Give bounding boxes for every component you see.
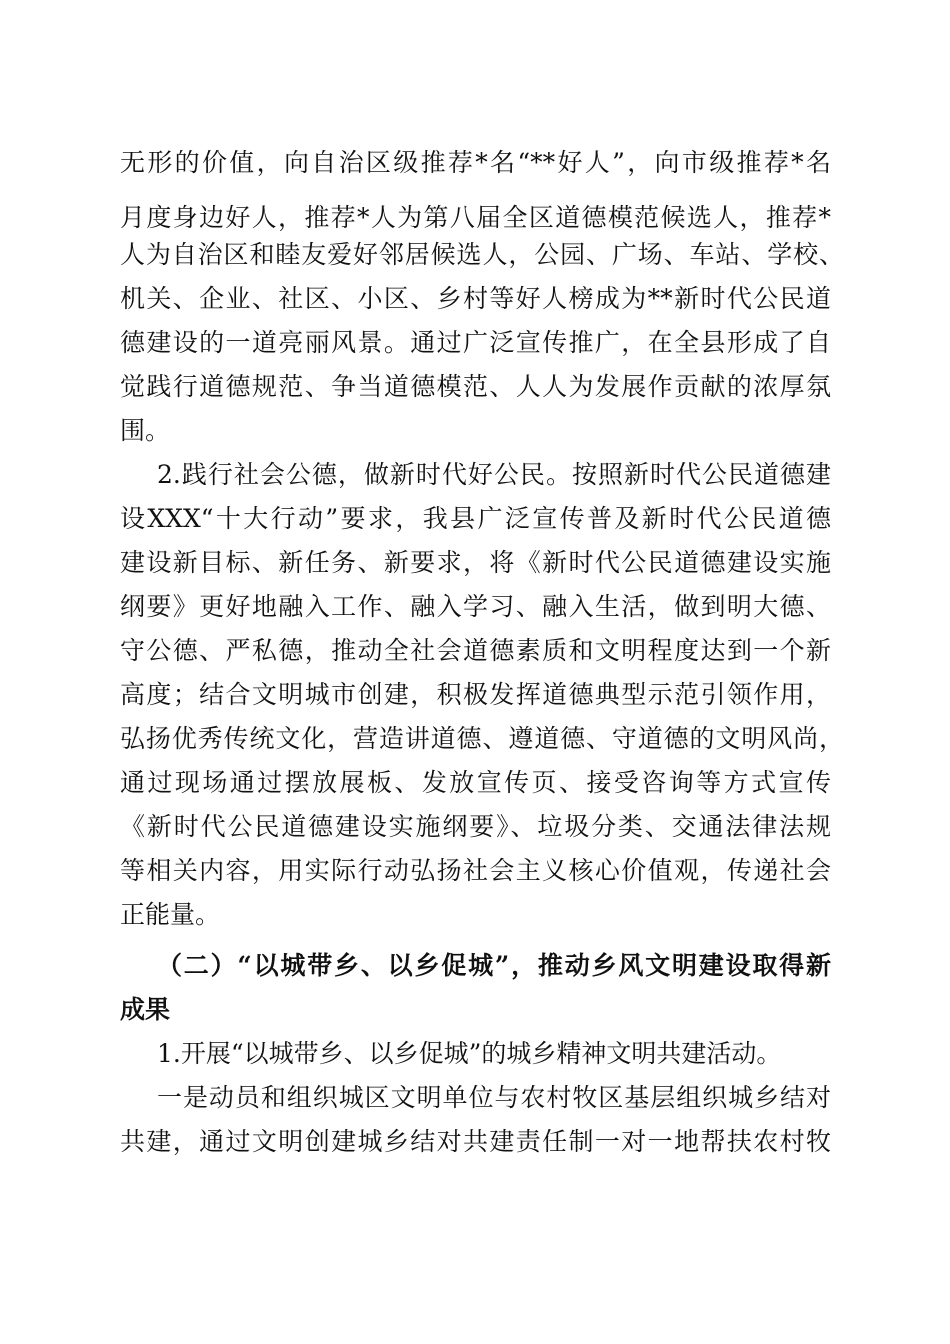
section-heading: （二）“以城带乡、以乡促城”，推动乡风文明建设取得新 [157,951,831,980]
paragraph-line: 守公德、严私德，推动全社会道德素质和文明程度达到一个新 [120,636,831,665]
paragraph-line: 月度身边好人，推荐*人为第八届全区道德模范候选人，推荐* [120,203,831,232]
paragraph-line: 设XXX“十大行动”要求，我县广泛宣传普及新时代公民道德 [120,504,831,533]
paragraph-line: 《新时代公民道德建设实施纲要》、垃圾分类、交通法律法规 [120,812,831,841]
paragraph-line: 弘扬优秀传统文化，营造讲道德、遵道德、守道德的文明风尚， [120,724,844,753]
paragraph-line: 1.开展“以城带乡、以乡促城”的城乡精神文明共建活动。 [157,1039,782,1068]
paragraph-line: 机关、企业、社区、小区、乡村等好人榜成为**新时代公民道 [120,284,831,313]
paragraph-line: 纲要》更好地融入工作、融入学习、融入生活，做到明大德、 [120,592,831,621]
paragraph-line: 建设新目标、新任务、新要求，将《新时代公民道德建设实施 [120,548,831,577]
paragraph-line: 无形的价值，向自治区级推荐*名“**好人”，向市级推荐*名 [120,148,831,177]
paragraph-line: 共建，通过文明创建城乡结对共建责任制一对一地帮扶农村牧 [120,1127,831,1156]
paragraph-line: 德建设的一道亮丽风景。通过广泛宣传推广，在全县形成了自 [120,328,831,357]
paragraph-line: 围。 [120,416,171,445]
paragraph-line: 高度；结合文明城市创建，积极发挥道德典型示范引领作用， [120,680,831,709]
paragraph-line: 正能量。 [120,900,221,929]
paragraph-line: 人为自治区和睦友爱好邻居候选人，公园、广场、车站、学校、 [120,240,844,269]
paragraph-line: 2.践行社会公德，做新时代好公民。按照新时代公民道德建 [157,460,831,489]
paragraph-line: 通过现场通过摆放展板、发放宣传页、接受咨询等方式宣传 [120,768,831,797]
section-heading: 成果 [120,995,171,1024]
paragraph-line: 觉践行道德规范、争当道德模范、人人为发展作贡献的浓厚氛 [120,372,831,401]
paragraph-line: 一是动员和组织城区文明单位与农村牧区基层组织城乡结对 [157,1083,831,1112]
paragraph-line: 等相关内容，用实际行动弘扬社会主义核心价值观，传递社会 [120,856,831,885]
